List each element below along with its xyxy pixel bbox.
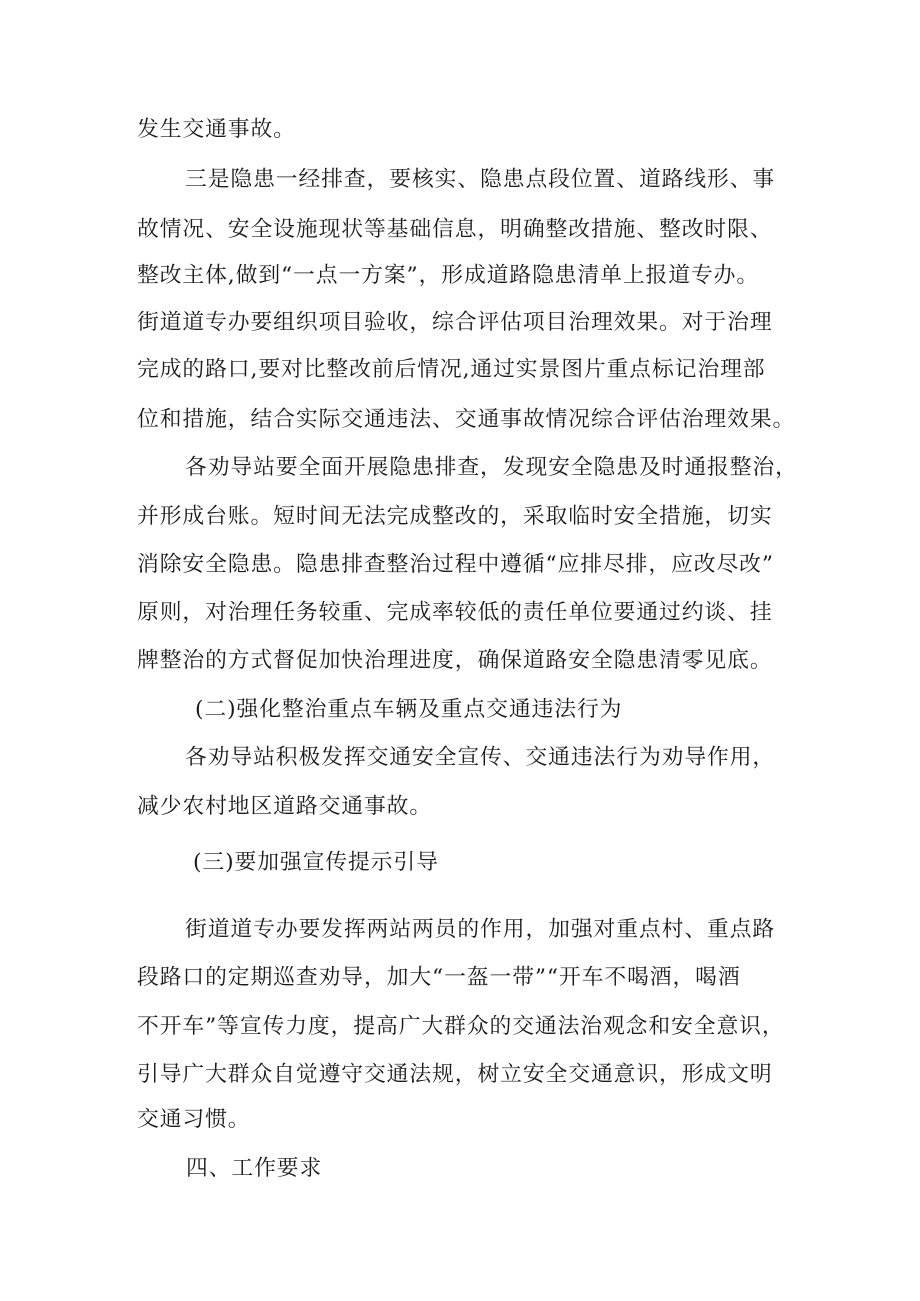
section-heading: 四、工作要求 (186, 1156, 323, 1181)
paragraph-line: 交通习惯。 (137, 1107, 251, 1132)
paragraph-line: 引导广大群众自觉遵守交通法规，树立安全交通意识，形成文明 (137, 1062, 773, 1087)
paragraph-line: 消除安全隐患。隐患排查整治过程中遵循“应排尽排，应改尽改” (137, 552, 774, 577)
paragraph-line: 原则，对治理任务较重、完成率较低的责任单位要通过约谈、挂 (137, 600, 773, 625)
paragraph-line: 段路口的定期巡查劝导，加大“一盔一带”“开车不喝酒，喝酒 (137, 965, 741, 990)
paragraph-line: 各劝导站积极发挥交通安全宣传、交通违法行为劝导作用， (185, 745, 776, 770)
paragraph-line: 完成的路口,要对比整改前后情况,通过实景图片重点标记治理部 (137, 357, 766, 382)
paragraph-line: 不开车”等宣传力度，提高广大群众的交通法治观念和安全意识， (137, 1014, 785, 1039)
paragraph-line: 减少农村地区道路交通事故。 (137, 794, 433, 819)
paragraph-line: 并形成台账。短时间无法完成整改的，采取临时安全措施，切实 (137, 504, 773, 529)
paragraph-line: 发生交通事故。 (137, 117, 296, 142)
paragraph-line: 街道道专办要组织项目验收，综合评估项目治理效果。对于治理 (137, 310, 773, 335)
paragraph-line: 位和措施，结合实际交通违法、交通事故情况综合评估治理效果。 (137, 407, 796, 432)
paragraph-line: 街道道专办要发挥两站两员的作用，加强对重点村、重点路 (185, 917, 776, 942)
paragraph-line: 整改主体,做到“一点一方案”，形成道路隐患清单上报道专办。 (137, 263, 760, 288)
paragraph-line: 故情况、安全设施现状等基础信息，明确整改措施、整改时限、 (137, 217, 773, 242)
paragraph-line: 三是隐患一经排查，要核实、隐患点段位置、道路线形、事 (185, 167, 776, 192)
paragraph-line: 牌整治的方式督促加快治理进度，确保道路安全隐患清零见底。 (137, 648, 773, 673)
paragraph-line: 各劝导站要全面开展隐患排查，发现安全隐患及时通报整治， (185, 455, 798, 480)
section-heading: (二)强化整治重点车辆及重点交通违法行为 (195, 697, 623, 722)
section-heading: (三)要加强宣传提示引导 (193, 850, 439, 875)
